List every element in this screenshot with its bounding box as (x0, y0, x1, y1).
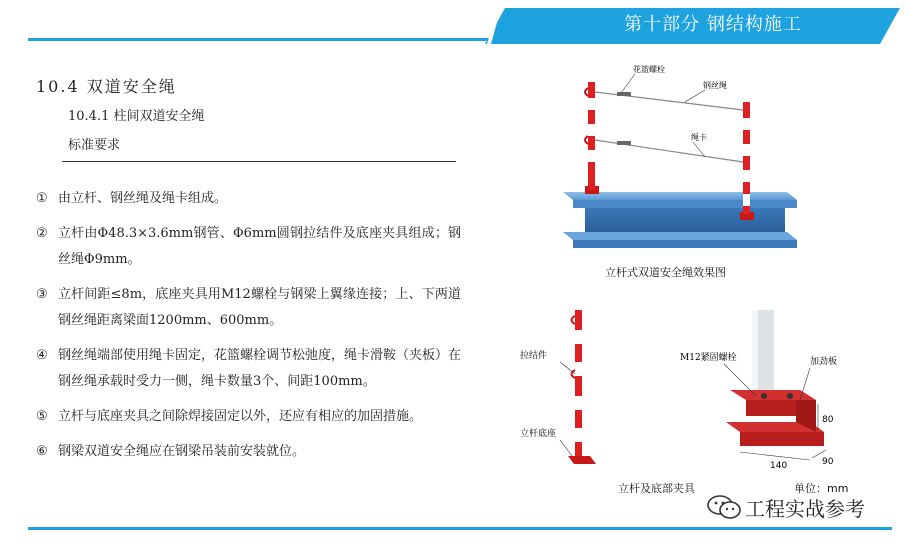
item-text: 钢丝绳端部使用绳卡固定，花篮螺栓调节松弛度，绳卡滑鞍（夹板）在钢丝绳承载时受力一侧，绳卡数量3个、间距100mm。 (58, 348, 462, 389)
item-number: ① (36, 191, 48, 206)
turnbuckle-label: 花篮螺栓 (633, 65, 665, 74)
unit-note: 单位：mm (794, 482, 849, 495)
list-item (36, 186, 461, 212)
chapter-title: 第十部分 钢结构施工 (624, 14, 802, 35)
item-number: ⑥ (36, 444, 48, 459)
dim-depth: 90 (822, 457, 834, 467)
figure2-caption: 立杆及底部夹具 (618, 482, 695, 495)
dim-width: 140 (770, 461, 788, 471)
section-divider (62, 161, 456, 162)
item-text: 立杆间距≤8m，底座夹具用M12螺栓与钢梁上翼缘连接；上、下两道钢丝绳距离梁面1200mm、600mm。 (58, 287, 461, 328)
item-text: 由立杆、钢丝绳及绳卡组成。 (58, 191, 228, 206)
small-pole (568, 310, 596, 464)
watermark-text: 工程实战参考 (745, 496, 865, 521)
list-item (36, 404, 461, 430)
m12-bolt-label: M12紧固螺栓 (680, 353, 737, 363)
watermark (707, 492, 865, 522)
item-number: ③ (36, 287, 48, 302)
tie-piece-label: 拉结件 (520, 351, 548, 361)
header-rule (28, 38, 498, 41)
item-number: ② (36, 226, 48, 241)
rope-clip-label: 绳卡 (691, 133, 707, 142)
footer-rule (28, 527, 892, 530)
list-item (36, 343, 461, 395)
requirement-label: 标准要求 (68, 138, 121, 153)
pole-base-clamp-figure (520, 300, 865, 472)
list-item (36, 439, 461, 465)
section-title: 10.4 双道安全绳 (36, 77, 177, 96)
item-number: ⑤ (36, 409, 48, 424)
item-number: ④ (36, 348, 48, 363)
figure1-caption: 立杆式双道安全绳效果图 (605, 266, 726, 279)
requirement-list (36, 186, 461, 474)
left-pole (585, 82, 599, 194)
list-item (36, 221, 461, 273)
subsection-title: 10.4.1 柱间双道安全绳 (68, 109, 205, 124)
dim-height: 80 (822, 415, 834, 425)
item-text: 立杆与底座夹具之间除焊接固定以外，还应有相应的加固措施。 (58, 409, 423, 424)
pole-base-label: 立杆底座 (520, 429, 557, 439)
wire-rope-label: 钢丝绳 (703, 81, 727, 90)
list-item (36, 282, 461, 334)
base-clamp (726, 310, 824, 446)
item-text: 立杆由Φ48.3×3.6mm钢管、Φ6mm圆钢拉结件及底座夹具组成；钢丝绳Φ9mm。 (58, 226, 461, 267)
stiffener-label: 加劲板 (810, 357, 838, 367)
wechat-icon (707, 494, 741, 520)
safety-rope-effect-figure (555, 62, 805, 262)
item-text: 钢梁双道安全绳应在钢梁吊装前安装就位。 (58, 444, 306, 459)
